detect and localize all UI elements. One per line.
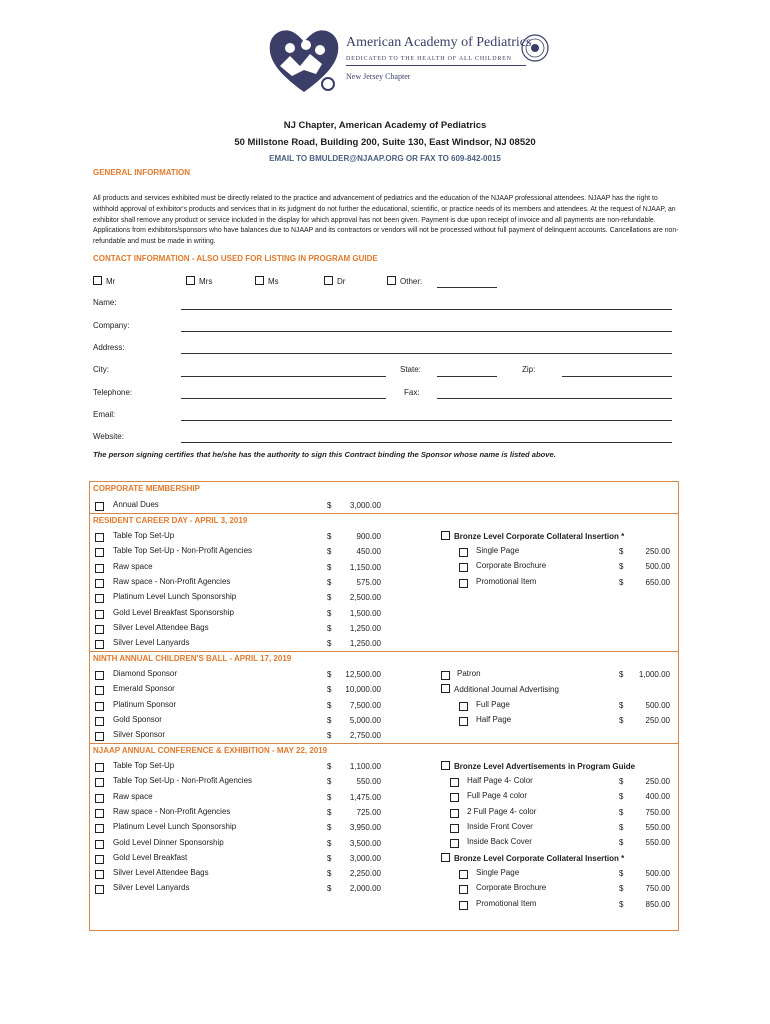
option-price: 725.00 bbox=[356, 807, 381, 817]
option-label: Emerald Sponsor bbox=[113, 684, 175, 694]
dollar-sign: $ bbox=[327, 547, 332, 557]
org-tagline: DEDICATED TO THE HEALTH OF ALL CHILDREN bbox=[346, 56, 512, 62]
telephone-label: Telephone: bbox=[93, 388, 133, 397]
option-label: Raw space bbox=[113, 561, 153, 571]
checkbox-icon[interactable] bbox=[450, 809, 459, 818]
dollar-sign: $ bbox=[619, 899, 624, 909]
option-price: 450.00 bbox=[356, 547, 381, 557]
checkbox-icon[interactable] bbox=[95, 763, 104, 772]
option-price: 1,500.00 bbox=[349, 608, 381, 618]
dollar-sign: $ bbox=[619, 716, 624, 726]
dollar-sign: $ bbox=[327, 532, 332, 541]
dollar-sign: $ bbox=[327, 762, 332, 771]
checkbox-icon[interactable] bbox=[95, 717, 104, 726]
checkbox-icon[interactable] bbox=[387, 276, 396, 285]
checkbox-icon[interactable] bbox=[95, 579, 104, 588]
option-price: 750.00 bbox=[645, 807, 670, 817]
company-field[interactable] bbox=[181, 331, 672, 332]
dollar-sign: $ bbox=[327, 670, 332, 679]
option-label: Promotional Item bbox=[476, 898, 537, 908]
checkbox-icon[interactable] bbox=[95, 671, 104, 680]
option-label: Patron bbox=[457, 669, 481, 678]
checkbox-icon[interactable] bbox=[95, 533, 104, 542]
dollar-sign: $ bbox=[619, 822, 624, 832]
checkbox-icon[interactable] bbox=[459, 885, 468, 894]
checkbox-icon[interactable] bbox=[255, 276, 264, 285]
zip-label: Zip: bbox=[522, 365, 536, 374]
checkbox-icon[interactable] bbox=[450, 778, 459, 787]
option-price: 1,250.00 bbox=[349, 623, 381, 633]
option-price: 2,750.00 bbox=[349, 731, 381, 741]
option-price: 850.00 bbox=[645, 899, 670, 909]
general-heading: GENERAL INFORMATION bbox=[93, 168, 191, 177]
option-label: Gold Level Breakfast Sponsorship bbox=[113, 607, 234, 617]
dollar-sign: $ bbox=[327, 823, 332, 833]
checkbox-icon[interactable] bbox=[95, 885, 104, 894]
option-price: 12,500.00 bbox=[345, 670, 381, 679]
option-price: 3,950.00 bbox=[349, 823, 381, 833]
checkbox-icon[interactable] bbox=[459, 579, 468, 588]
checkbox-icon[interactable] bbox=[441, 531, 450, 540]
dollar-sign: $ bbox=[327, 700, 332, 710]
option-label: Platinum Level Lunch Sponsorship bbox=[113, 592, 237, 602]
option-price: 2,500.00 bbox=[349, 593, 381, 603]
dollar-sign: $ bbox=[619, 807, 624, 817]
option-label: Silver Level Lanyards bbox=[113, 883, 190, 893]
checkbox-icon[interactable] bbox=[95, 686, 104, 695]
dollar-sign: $ bbox=[327, 792, 332, 802]
option-price: 250.00 bbox=[645, 547, 670, 556]
checkbox-icon[interactable] bbox=[95, 840, 104, 849]
option-label: Gold Level Breakfast bbox=[113, 852, 188, 862]
group-heading-label: Bronze Level Corporate Collateral Insertion * bbox=[454, 854, 625, 863]
option-label: Half Page 4- Color bbox=[467, 776, 533, 785]
option-price: 3,000.00 bbox=[349, 853, 381, 863]
checkbox-icon[interactable] bbox=[95, 702, 104, 711]
checkbox-icon[interactable] bbox=[95, 870, 104, 879]
option-label: Table Top Set-Up bbox=[113, 761, 175, 770]
checkbox-icon[interactable] bbox=[450, 793, 459, 802]
section-career-day: RESIDENT CAREER DAY - APRIL 3, 2019 bbox=[90, 513, 678, 527]
option-label: Half Page bbox=[476, 715, 512, 725]
checkbox-icon[interactable] bbox=[324, 276, 333, 285]
dollar-sign: $ bbox=[619, 792, 624, 802]
option-label: Annual Dues bbox=[113, 500, 159, 509]
option-price: 1,100.00 bbox=[349, 762, 381, 771]
org-name: American Academy of Pediatrics bbox=[346, 35, 532, 50]
state-label: State: bbox=[400, 365, 421, 374]
checkbox-icon[interactable] bbox=[459, 702, 468, 711]
contact-heading: CONTACT INFORMATION - ALSO USED FOR LISTING IN PROGRAM GUIDE bbox=[93, 254, 378, 263]
checkbox-icon[interactable] bbox=[459, 548, 468, 557]
title-ms-checkbox[interactable]: Ms bbox=[255, 276, 279, 286]
dollar-sign: $ bbox=[327, 608, 332, 618]
checkbox-icon[interactable] bbox=[441, 761, 450, 770]
website-label: Website: bbox=[93, 432, 124, 441]
dollar-sign: $ bbox=[619, 869, 624, 878]
chapter-contact: EMAIL TO BMULDER@NJAAP.ORG OR FAX TO 609-842-0015 bbox=[269, 154, 501, 163]
aap-heart-logo bbox=[266, 26, 342, 96]
checkbox-icon[interactable] bbox=[459, 870, 468, 879]
name-label: Name: bbox=[93, 298, 117, 307]
option-price: 650.00 bbox=[645, 577, 670, 587]
dollar-sign: $ bbox=[327, 731, 332, 741]
name-field[interactable] bbox=[181, 309, 672, 310]
checkbox-icon[interactable] bbox=[459, 901, 468, 910]
option-label: Raw space - Non-Profit Agencies bbox=[113, 806, 231, 816]
signature-note: The person signing certifies that he/she has the authority to sign this Contract binding the Sponsor whose name is listed above. bbox=[93, 450, 556, 459]
general-text: All products and services exhibited must be directly related to the practice and advancement of pediatrics and the education of the NJAAP professional attendees. NJAAP has the right to withhold approval of exhibitor's products and services that in its judgment do not further the educational, scientific, or practice needs of its members and attendees. At the request of NJAAP, an exhibitor shall remove any product or service included in the display for which approval has not been given. Payment is due upon receipt of invoice and all payments are non-refundable. Applications from exhibitors/sponsors who have balances due to NJAAP and its contractors or vendors will not be processed without full payment of delinquent accounts. Cancellations are non-refundable and must be made in writing. bbox=[93, 195, 679, 246]
option-label: Inside Back Cover bbox=[467, 837, 532, 847]
option-label: Diamond Sponsor bbox=[113, 669, 178, 678]
org-chapter: New Jersey Chapter bbox=[346, 72, 411, 81]
option-price: 550.00 bbox=[356, 777, 381, 787]
dollar-sign: $ bbox=[327, 777, 332, 787]
city-field[interactable] bbox=[181, 376, 386, 377]
dollar-sign: $ bbox=[327, 807, 332, 817]
section-annual-conference: NJAAP ANNUAL CONFERENCE & EXHIBITION - MAY 22, 2019 bbox=[90, 743, 678, 757]
option-price: 250.00 bbox=[645, 716, 670, 726]
dollar-sign: $ bbox=[619, 701, 624, 710]
checkbox-icon[interactable] bbox=[441, 684, 450, 693]
option-label: Inside Front Cover bbox=[467, 821, 533, 831]
fax-label: Fax: bbox=[404, 388, 420, 397]
telephone-field[interactable] bbox=[181, 398, 386, 399]
checkbox-icon[interactable] bbox=[95, 548, 104, 557]
option-price: 750.00 bbox=[645, 884, 670, 894]
option-label: Table Top Set-Up - Non-Profit Agencies bbox=[113, 546, 253, 556]
other-title-field[interactable] bbox=[437, 287, 497, 288]
dollar-sign: $ bbox=[619, 562, 624, 572]
checkbox-icon[interactable] bbox=[459, 563, 468, 572]
chapter-address: 50 Millstone Road, Building 200, Suite 130, East Windsor, NJ 08520 bbox=[234, 137, 536, 148]
option-price: 500.00 bbox=[645, 869, 670, 878]
option-label: 2 Full Page 4- color bbox=[467, 806, 537, 816]
option-price: 2,250.00 bbox=[349, 869, 381, 879]
checkbox-icon[interactable] bbox=[95, 502, 104, 511]
checkbox-icon[interactable] bbox=[95, 809, 104, 818]
option-price: 3,500.00 bbox=[349, 838, 381, 848]
dollar-sign: $ bbox=[327, 715, 332, 725]
option-price: 400.00 bbox=[645, 792, 670, 802]
checkbox-icon[interactable] bbox=[95, 564, 104, 573]
title-mrs-checkbox[interactable]: Mrs bbox=[186, 276, 212, 286]
address-label: Address: bbox=[93, 343, 125, 352]
option-price: 1,000.00 bbox=[638, 670, 670, 679]
checkbox-icon[interactable] bbox=[93, 276, 102, 285]
group-heading-label: Bronze Level Corporate Collateral Insertion * bbox=[454, 532, 625, 541]
dollar-sign: $ bbox=[327, 838, 332, 848]
address-field[interactable] bbox=[181, 353, 672, 354]
dollar-sign: $ bbox=[327, 884, 332, 894]
option-price: 900.00 bbox=[356, 532, 381, 541]
checkbox-icon[interactable] bbox=[186, 276, 195, 285]
option-price: 10,000.00 bbox=[345, 685, 381, 695]
company-label: Company: bbox=[93, 321, 130, 330]
org-divider bbox=[346, 65, 526, 66]
option-price: 1,475.00 bbox=[349, 792, 381, 802]
zip-field[interactable] bbox=[562, 376, 672, 377]
dollar-sign: $ bbox=[619, 884, 624, 894]
option-label: Corporate Brochure bbox=[476, 883, 547, 893]
option-group-heading[interactable] bbox=[441, 531, 624, 541]
option-price: 7,500.00 bbox=[349, 700, 381, 710]
option-label: Silver Level Lanyards bbox=[113, 638, 190, 648]
checkbox-icon[interactable] bbox=[95, 855, 104, 864]
dollar-sign: $ bbox=[619, 547, 624, 556]
title-mr-checkbox[interactable]: Mr bbox=[93, 276, 115, 286]
checkbox-icon[interactable] bbox=[95, 824, 104, 833]
option-price: 500.00 bbox=[645, 701, 670, 710]
option-label: Table Top Set-Up bbox=[113, 531, 175, 540]
dollar-sign: $ bbox=[327, 593, 332, 603]
dollar-sign: $ bbox=[619, 577, 624, 587]
option-label: Table Top Set-Up - Non-Profit Agencies bbox=[113, 776, 253, 786]
checkbox-icon[interactable] bbox=[95, 794, 104, 803]
option-price: 250.00 bbox=[645, 777, 670, 786]
checkbox-icon[interactable] bbox=[441, 671, 450, 680]
checkbox-icon[interactable] bbox=[95, 594, 104, 603]
chapter-title: NJ Chapter, American Academy of Pediatrics bbox=[283, 120, 487, 131]
email-label: Email: bbox=[93, 410, 116, 419]
checkbox-icon[interactable] bbox=[459, 717, 468, 726]
option-label: Promotional Item bbox=[476, 576, 537, 586]
checkbox-icon[interactable] bbox=[450, 824, 459, 833]
aap-seal-icon bbox=[521, 34, 549, 62]
section-corporate-membership: CORPORATE MEMBERSHIP bbox=[93, 484, 200, 493]
option-label: Single Page bbox=[476, 868, 520, 877]
dollar-sign: $ bbox=[327, 577, 332, 587]
dollar-sign: $ bbox=[327, 685, 332, 695]
option-price: 1,250.00 bbox=[349, 639, 381, 649]
dollar-sign: $ bbox=[327, 562, 332, 572]
dollar-sign: $ bbox=[327, 501, 332, 510]
option-price: 550.00 bbox=[645, 822, 670, 832]
title-other-checkbox[interactable]: Other: bbox=[387, 276, 422, 286]
fax-field[interactable] bbox=[437, 398, 672, 399]
group-heading-label: Bronze Level Advertisements in Program Guide bbox=[454, 762, 636, 771]
option-price: 5,000.00 bbox=[349, 715, 381, 725]
option-group-heading[interactable] bbox=[441, 761, 635, 771]
section-childrens-ball: NINTH ANNUAL CHILDREN'S BALL - APRIL 17, 2019 bbox=[90, 651, 678, 665]
city-label: City: bbox=[93, 365, 109, 374]
checkbox-icon[interactable] bbox=[95, 610, 104, 619]
option-label: Gold Level Dinner Sponsorship bbox=[113, 837, 224, 847]
checkbox-icon[interactable] bbox=[95, 732, 104, 741]
option-price: 550.00 bbox=[645, 838, 670, 848]
option-label: Corporate Brochure bbox=[476, 561, 547, 571]
checkbox-icon[interactable] bbox=[95, 778, 104, 787]
option-label: Platinum Sponsor bbox=[113, 699, 177, 709]
email-field[interactable] bbox=[181, 420, 672, 421]
dollar-sign: $ bbox=[619, 838, 624, 848]
dollar-sign: $ bbox=[327, 869, 332, 879]
option-label: Gold Sponsor bbox=[113, 714, 162, 724]
option-label: Platinum Level Lunch Sponsorship bbox=[113, 822, 237, 832]
option-group-heading[interactable] bbox=[441, 684, 559, 694]
option-label: Full Page bbox=[476, 700, 510, 709]
option-price: 3,000.00 bbox=[349, 501, 381, 510]
checkbox-icon[interactable] bbox=[441, 853, 450, 862]
title-dr-checkbox[interactable]: Dr bbox=[324, 276, 345, 286]
dollar-sign: $ bbox=[327, 623, 332, 633]
option-price: 1,150.00 bbox=[349, 562, 381, 572]
option-group-heading[interactable] bbox=[441, 853, 624, 863]
checkbox-icon[interactable] bbox=[450, 839, 459, 848]
dollar-sign: $ bbox=[327, 853, 332, 863]
option-label: Single Page bbox=[476, 546, 520, 555]
dollar-sign: $ bbox=[327, 639, 332, 649]
website-field[interactable] bbox=[181, 442, 672, 443]
option-price: 2,000.00 bbox=[349, 884, 381, 894]
option-label: Full Page 4 color bbox=[467, 791, 528, 801]
option-label: Raw space - Non-Profit Agencies bbox=[113, 576, 231, 586]
option-label: Silver Sponsor bbox=[113, 730, 166, 740]
checkbox-icon[interactable] bbox=[95, 625, 104, 634]
option-price: 500.00 bbox=[645, 562, 670, 572]
dollar-sign: $ bbox=[619, 670, 624, 679]
checkbox-icon[interactable] bbox=[95, 640, 104, 649]
option-price: 575.00 bbox=[356, 577, 381, 587]
option-label: Silver Level Attendee Bags bbox=[113, 868, 209, 878]
state-field[interactable] bbox=[437, 376, 497, 377]
option-label: Silver Level Attendee Bags bbox=[113, 622, 209, 632]
group-heading-label: Additional Journal Advertising bbox=[454, 685, 559, 694]
option-label: Raw space bbox=[113, 791, 153, 801]
dollar-sign: $ bbox=[619, 777, 624, 786]
